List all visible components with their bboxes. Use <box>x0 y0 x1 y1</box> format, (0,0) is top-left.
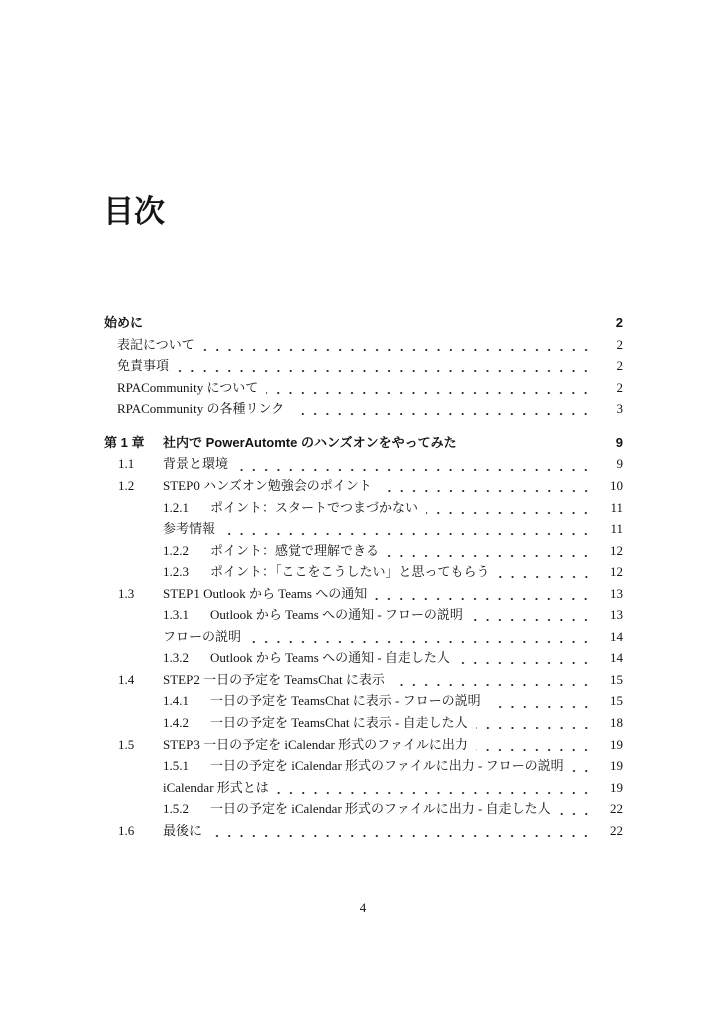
toc-subsection[interactable] <box>104 712 623 734</box>
toc-entry-page: 15 <box>610 671 623 687</box>
toc-entry-number: 1.3.1 <box>163 607 189 623</box>
toc-section[interactable] <box>104 820 623 842</box>
toc-chapter-title: 社内で PowerAutomte のハンズオンをやってみた <box>163 434 457 450</box>
toc-entry-page: 19 <box>610 779 623 795</box>
toc-entry-number: 1.5 <box>118 736 135 752</box>
toc-entry-title: 一日の予定を TeamsChat に表示 - フローの説明 <box>210 693 481 709</box>
dot-leader <box>387 540 592 562</box>
toc-heading-title: 始めに <box>104 315 144 330</box>
dot-leader <box>498 561 592 583</box>
toc-entry-number: 1.4.1 <box>163 693 189 709</box>
toc-subsection[interactable] <box>104 604 623 626</box>
toc-subsection[interactable] <box>104 690 623 712</box>
page-number: 4 <box>359 900 367 915</box>
toc-entry-page: 13 <box>610 607 623 623</box>
dot-leader <box>476 734 592 756</box>
toc-entry-title: Outlook から Teams への通知 - 自走した人 <box>210 650 450 666</box>
toc-entry-title: ポイント：「ここをこうしたい」と思ってもらう <box>210 564 490 580</box>
toc-subsection[interactable] <box>104 798 623 820</box>
toc-entry-page: 18 <box>610 715 623 731</box>
page-title: 目次 <box>103 194 165 229</box>
toc-entry-title: 免責事項 <box>117 358 170 374</box>
dot-leader <box>223 518 592 540</box>
toc-entry-number: 1.5.2 <box>163 801 189 817</box>
toc-entry[interactable] <box>104 398 623 420</box>
toc-section[interactable] <box>104 453 623 475</box>
dot-leader <box>380 475 592 497</box>
toc-entry-title: 一日の予定を iCalendar 形式のファイルに出力 - 自走した人 <box>210 801 551 817</box>
dot-leader <box>572 755 592 777</box>
toc-entry-title: 最後に <box>163 822 203 838</box>
dot-leader <box>426 497 592 519</box>
toc-entry-page: 15 <box>610 693 623 709</box>
toc-entry-page: 14 <box>610 650 623 666</box>
toc-entry[interactable] <box>104 355 623 377</box>
toc-entry-page: 9 <box>616 456 623 472</box>
toc-entry-title: iCalendar 形式とは <box>163 779 269 795</box>
toc-subsection[interactable] <box>104 777 623 799</box>
dot-leader <box>458 647 592 669</box>
toc-section[interactable] <box>104 475 623 497</box>
toc-entry-title: STEP1 Outlook から Teams への通知 <box>163 585 368 601</box>
toc-entry-number: 1.5.1 <box>163 758 189 774</box>
toc-entry-page: 2 <box>616 358 623 374</box>
toc-chapter-1[interactable] <box>104 432 623 454</box>
toc-entry-number: 1.2.2 <box>163 542 189 558</box>
toc-subsection[interactable] <box>104 540 623 562</box>
dot-leader <box>489 690 592 712</box>
toc-entry[interactable] <box>104 377 623 399</box>
toc-entry-number: 1.6 <box>118 822 135 838</box>
toc-heading-page: 2 <box>615 315 623 330</box>
dot-leader <box>393 669 592 691</box>
toc-entry-title: STEP0 ハンズオン勉強会のポイント <box>163 478 372 494</box>
toc-entry-title: RPACommunity について <box>117 379 259 395</box>
toc-entry-page: 22 <box>610 822 623 838</box>
toc-entry-page: 3 <box>616 401 623 417</box>
toc-entry-title: 参考情報 <box>163 521 216 537</box>
toc-entry-number: 1.3 <box>118 585 135 601</box>
toc-entry-title: STEP3 一日の予定を iCalendar 形式のファイルに出力 <box>163 736 468 752</box>
toc-entry-number: 1.3.2 <box>163 650 189 666</box>
toc-entry-title: フローの説明 <box>163 628 242 644</box>
dot-leader <box>203 334 592 356</box>
toc-subsection[interactable] <box>104 626 623 648</box>
toc-entry-title: ポイント：スタートでつまづかない <box>210 499 419 515</box>
dot-leader <box>210 820 592 842</box>
toc-entry-page: 19 <box>610 758 623 774</box>
dot-leader <box>249 626 592 648</box>
toc-entry-title: 表記について <box>117 336 195 352</box>
dot-leader <box>471 604 592 626</box>
toc-entry-page: 14 <box>610 628 623 644</box>
toc-entry-number: 1.2.1 <box>163 499 189 515</box>
toc-entry-page: 2 <box>616 379 623 395</box>
toc-chapter-page: 9 <box>615 434 623 450</box>
toc-entry-page: 10 <box>610 478 623 494</box>
toc-entry-page: 13 <box>610 585 623 601</box>
toc-entry-number: 1.1 <box>118 456 135 472</box>
dot-leader <box>266 377 592 399</box>
toc-entry-page: 12 <box>610 542 623 558</box>
table-of-contents <box>104 312 623 841</box>
dot-leader <box>177 355 592 377</box>
toc-entry-title: Outlook から Teams への通知 - フローの説明 <box>210 607 463 623</box>
toc-entry-page: 19 <box>610 736 623 752</box>
toc-section[interactable] <box>104 669 623 691</box>
toc-subsection[interactable] <box>104 518 623 540</box>
dot-leader <box>375 583 592 605</box>
toc-entry-title: 一日の予定を iCalendar 形式のファイルに出力 - フローの説明 <box>210 758 564 774</box>
toc-entry-title: 背景と環境 <box>163 456 229 472</box>
toc-entry-title: STEP2 一日の予定を TeamsChat に表示 <box>163 671 385 687</box>
toc-section[interactable] <box>104 734 623 756</box>
toc-entry-title: RPACommunity の各種リンク <box>117 401 285 417</box>
dot-leader <box>559 798 592 820</box>
dot-leader <box>292 398 592 420</box>
toc-entry-number: 1.2.3 <box>163 564 189 580</box>
dot-leader <box>476 712 592 734</box>
toc-entry-title: ポイント：感覚で理解できる <box>210 542 380 558</box>
toc-entry-page: 2 <box>616 336 623 352</box>
toc-entry-number: 1.4 <box>118 671 135 687</box>
toc-entry-page: 22 <box>610 801 623 817</box>
dot-leader <box>236 453 592 475</box>
toc-entry-page: 11 <box>610 521 623 537</box>
toc-entry-number: 1.2 <box>118 478 135 494</box>
toc-section[interactable] <box>104 583 623 605</box>
toc-heading-front-matter[interactable] <box>104 312 623 334</box>
toc-entry-page: 12 <box>610 564 623 580</box>
toc-entry[interactable] <box>104 334 623 356</box>
dot-leader <box>277 777 592 799</box>
toc-entry-title: 一日の予定を TeamsChat に表示 - 自走した人 <box>210 715 468 731</box>
toc-subsection[interactable] <box>104 561 623 583</box>
toc-subsection[interactable] <box>104 647 623 669</box>
toc-entry-page: 11 <box>610 499 623 515</box>
toc-entry-number: 1.4.2 <box>163 715 189 731</box>
toc-subsection[interactable] <box>104 755 623 777</box>
toc-subsection[interactable] <box>104 497 623 519</box>
toc-chapter-label: 第 1 章 <box>104 434 145 450</box>
